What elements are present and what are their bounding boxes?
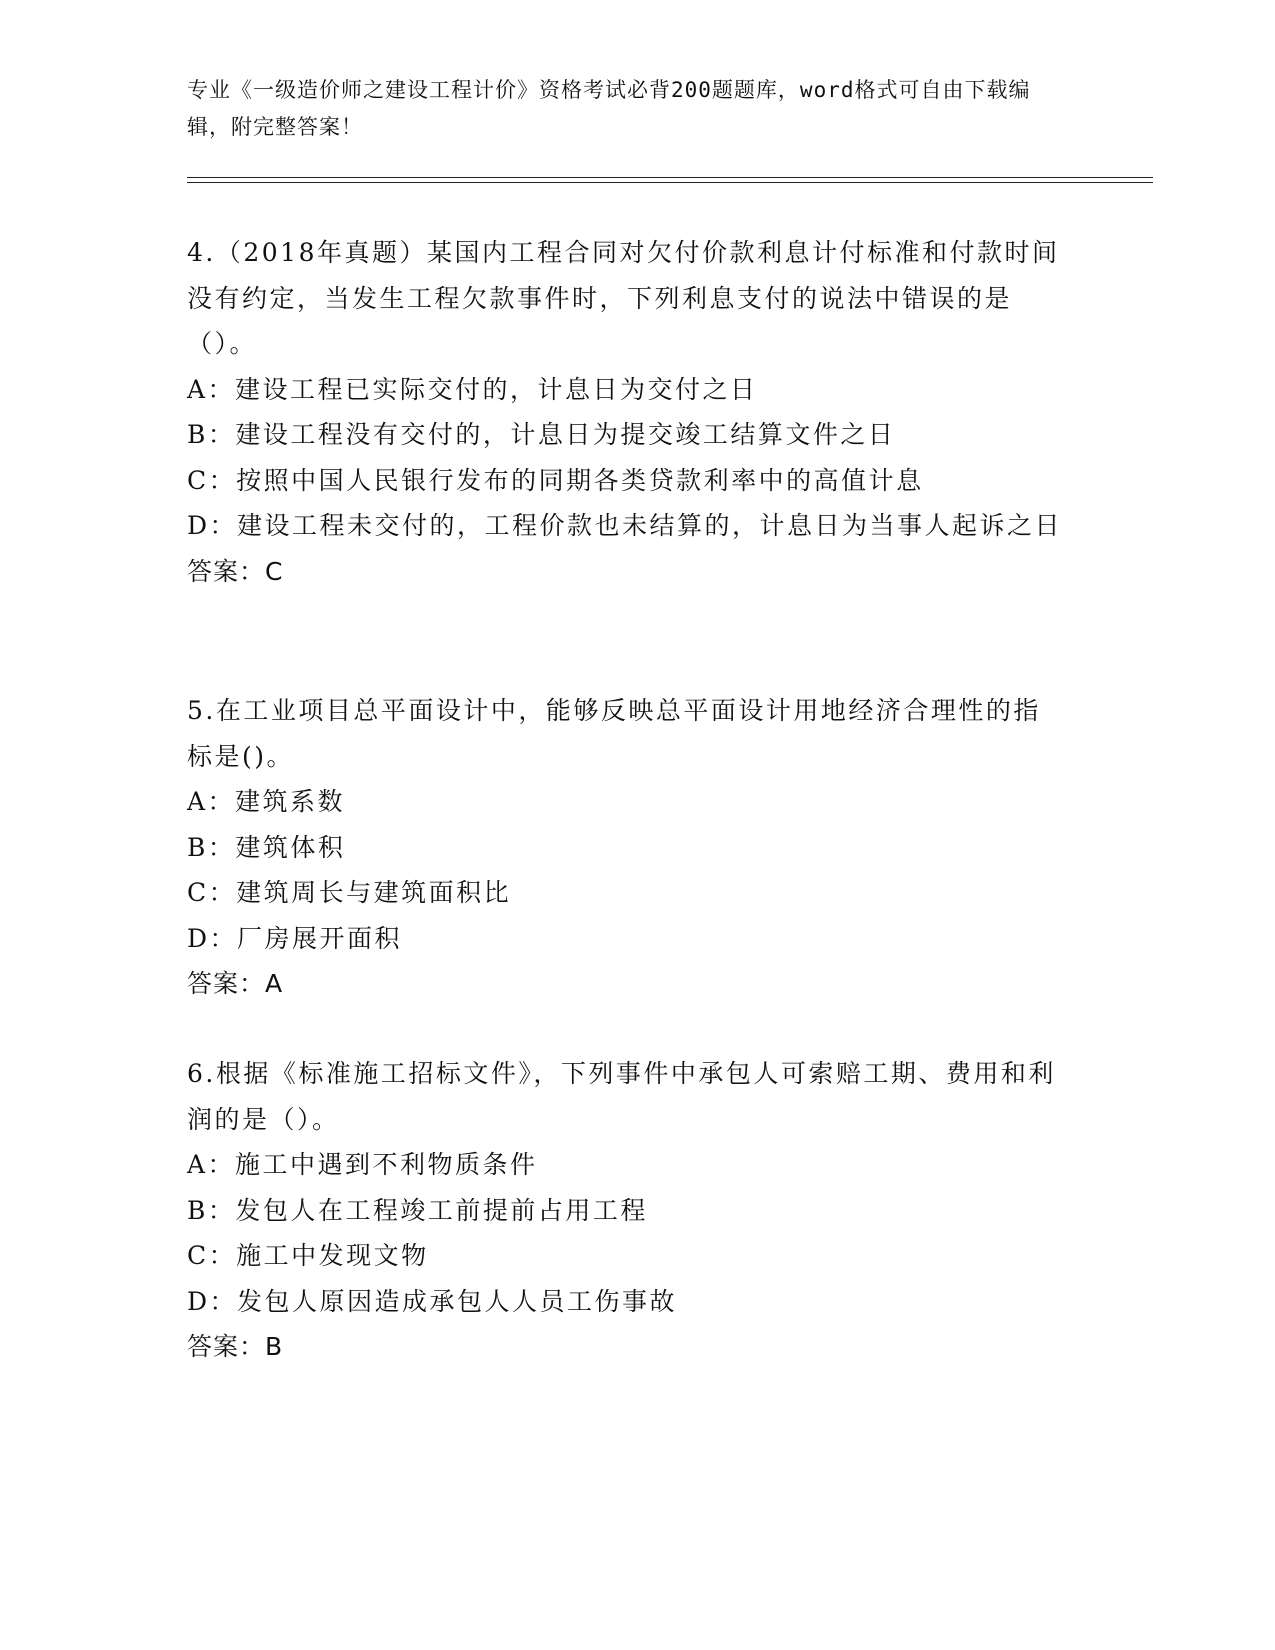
answer: 答案：A <box>187 969 284 998</box>
option-d: D：建设工程未交付的，工程价款也未结算的，计息日为当事人起诉之日 <box>187 511 1063 540</box>
answer: 答案：B <box>187 1332 284 1361</box>
question-stem: 4.（2018年真题）某国内工程合同对欠付价款利息计付标准和付款时间没有约定，当发生工程欠款事件时，下列利息支付的说法中错误的是（）。 <box>187 238 1060 358</box>
answer: 答案：C <box>187 556 284 586</box>
header-divider-top <box>187 177 1153 178</box>
document-header: 专业《一级造价师之建设工程计价》资格考试必背200题题库，word格式可自由下载编辑，附完整答案！ <box>187 78 1031 139</box>
option-a: A：施工中遇到不利物质条件 <box>187 1150 538 1179</box>
option-c: C：施工中发现文物 <box>187 1241 429 1270</box>
question-4 <box>187 230 1067 594</box>
option-b: B：建筑体积 <box>187 832 346 862</box>
option-d: D：发包人原因造成承包人人员工伤事故 <box>187 1286 678 1316</box>
option-d: D：厂房展开面积 <box>187 923 403 953</box>
option-c: C：按照中国人民银行发布的同期各类贷款利率中的高值计息 <box>187 465 924 495</box>
question-stem: 5.在工业项目总平面设计中，能够反映总平面设计用地经济合理性的指标是()。 <box>187 696 1041 771</box>
option-a: A：建筑系数 <box>187 787 346 816</box>
option-a: A：建设工程已实际交付的，计息日为交付之日 <box>187 374 758 404</box>
header-divider-bottom <box>187 182 1153 183</box>
option-b: B：发包人在工程竣工前提前占用工程 <box>187 1195 648 1225</box>
option-c: C：建筑周长与建筑面积比 <box>187 878 512 907</box>
question-5 <box>187 688 1067 1007</box>
question-6 <box>187 1051 1067 1370</box>
question-stem: 6.根据《标准施工招标文件》，下列事件中承包人可索赔工期、费用和利润的是（）。 <box>187 1059 1056 1134</box>
option-b: B：建设工程没有交付的，计息日为提交竣工结算文件之日 <box>187 420 896 449</box>
